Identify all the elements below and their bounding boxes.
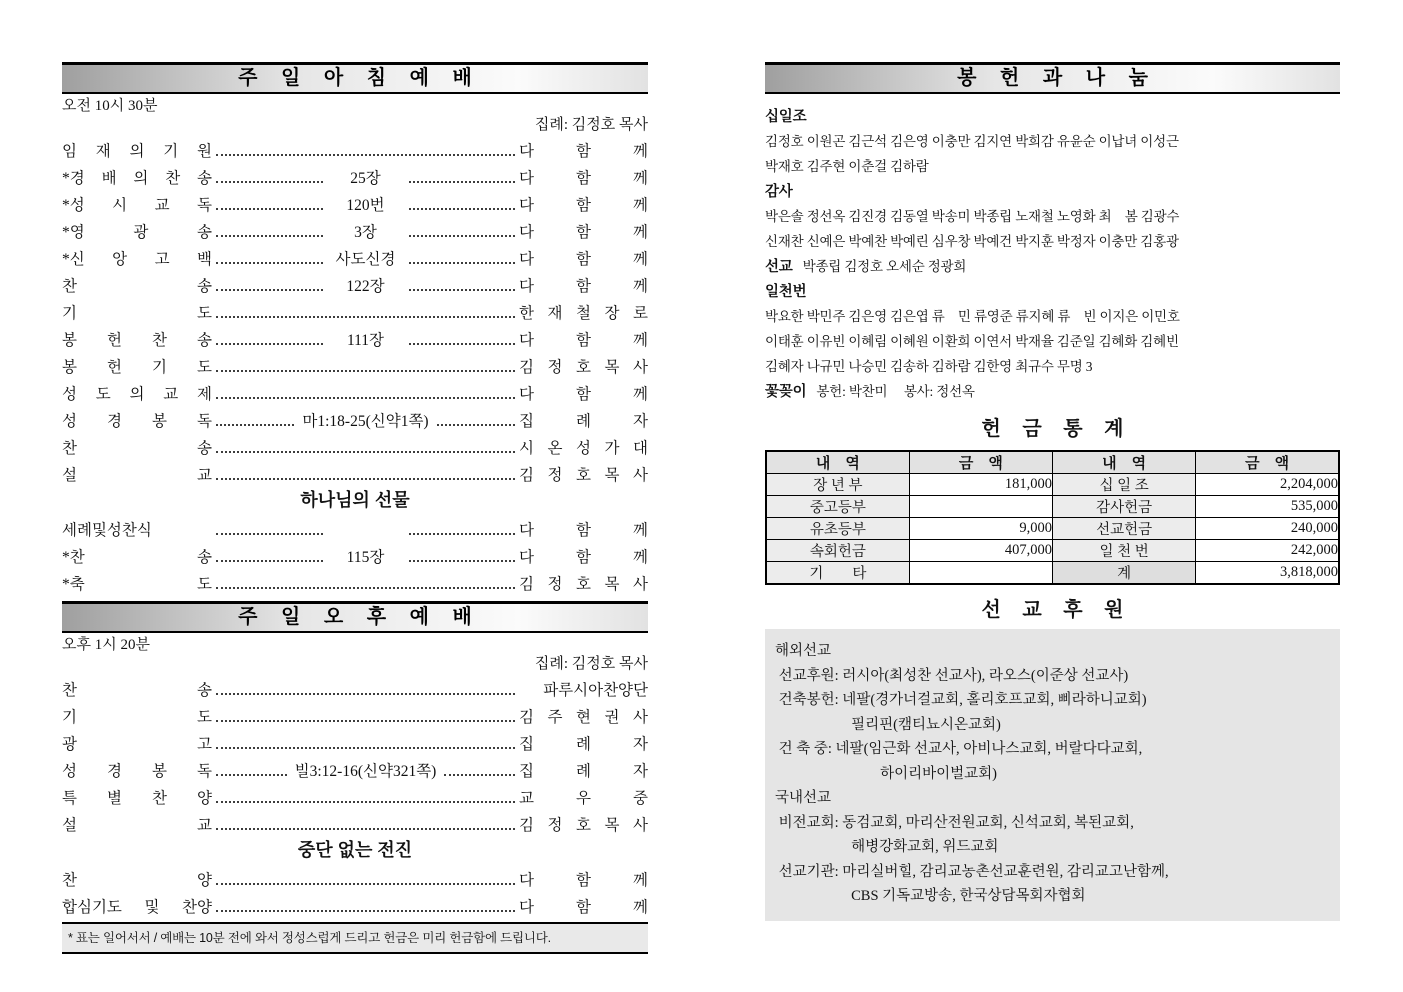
offering-names: 김혜자 나규민 나승민 김송하 김하람 김한영 최규수 무명 3 [765,359,1093,374]
service-item-detail: 122장 [346,278,385,295]
service-item-label: 합심기도 및 찬양 [62,899,212,916]
service-item-detail: 사도신경 [335,251,396,268]
dotted-leader [409,262,516,264]
stats-category: 선교헌금 [1053,518,1196,540]
service-row [62,243,648,270]
offering-names: 김정호 이원곤 김근석 김은영 이충만 김지연 박희감 유윤순 이납녀 이성근 [765,134,1179,149]
stats-category: 십 일 조 [1053,474,1196,496]
table-row [766,540,1339,562]
stats-category: 일 천 번 [1053,540,1196,562]
worship-footnote: * 표는 일어서서 / 예배는 10분 전에 와서 정성스럽게 드리고 헌금은 미리 헌금함에 드립니다. [62,922,648,954]
stats-amount: 240,000 [1196,518,1339,540]
service-row [62,135,648,162]
dotted-leader [216,560,323,562]
offering-names: 신재찬 신예은 박예찬 박예린 심우창 박예건 박지훈 박정자 이충만 김홍광 [765,234,1179,249]
stats-amount [909,562,1052,585]
service-item-label: 찬 송 [62,278,212,295]
service-item-value: 파루시아찬양단 [543,682,648,699]
service-row [62,351,648,378]
service-item-value: 다 함 께 [519,197,648,214]
service-item-value: 다 함 께 [519,143,648,160]
offering-stats-title: 헌 금 통 계 [981,418,1132,440]
dotted-leader [216,533,323,535]
service-row [62,162,648,189]
dotted-leader [216,343,323,345]
offering-line [765,379,1340,404]
table-row [766,518,1339,540]
offering-line [765,304,1340,329]
service-row [62,809,648,836]
service-item-detail: 빌3:12-16(신약321쪽) [294,763,437,780]
service-row [62,297,648,324]
stats-amount: 407,000 [909,540,1052,562]
dotted-leader [216,910,515,912]
dotted-leader [409,289,516,291]
dotted-leader [216,262,323,264]
stats-total-label: 계 [1053,562,1196,585]
stats-category: 속회헌금 [766,540,909,562]
right-column [765,62,1340,921]
stats-category: 기 타 [766,562,909,585]
service-row [62,782,648,809]
service-item-value: 김 정 호 목 사 [519,576,648,593]
dotted-leader [216,316,515,318]
service-item-value: 다 함 께 [519,251,648,268]
service-item-label: *경 배 의 찬 송 [62,170,212,187]
service-row [62,755,648,782]
afternoon-service-header: 주 일 오 후 예 배 [62,601,648,633]
service-item-label: 설 교 [62,817,212,834]
offering-line [765,229,1340,254]
service-item-label: 찬 송 [62,682,212,699]
stats-category: 중고등부 [766,496,909,518]
service-item-label: 봉 헌 기 도 [62,359,212,376]
offering-category-label: 꽃꽂이 [765,384,807,400]
service-item-label: 설 교 [62,467,212,484]
offering-category-label: 선교 [765,259,793,275]
stats-amount: 535,000 [1196,496,1339,518]
service-row [62,324,648,351]
service-item-label: 임 재 의 기 원 [62,143,212,160]
dotted-leader [216,181,323,183]
stats-category: 유초등부 [766,518,909,540]
table-row [766,496,1339,518]
service-item-value: 김 정 호 목 사 [519,359,648,376]
morning-presider: 집례: 김정호 목사 [534,117,648,133]
offering-names: 이태훈 이유빈 이혜림 이혜원 이환희 이연서 박재율 김준일 김혜화 김혜빈 [765,334,1179,349]
afternoon-presider: 집례: 김정호 목사 [534,656,648,672]
offering-names: 박재호 김주현 이춘걸 김하람 [765,159,929,174]
offering-category-label: 십일조 [765,109,807,125]
mission-line: 비전교회: 동검교회, 마리산전원교회, 신석교회, 복된교회, [775,814,1134,831]
offering-line [765,279,1340,304]
dotted-leader [216,774,287,776]
stats-total-amount: 3,818,000 [1196,562,1339,585]
mission-line: CBS 기독교방송, 한국상담목회자협회 [775,888,1086,904]
dotted-leader [216,693,515,695]
service-row [62,891,648,918]
service-item-label: 봉 헌 찬 송 [62,332,212,349]
dotted-leader [216,801,515,803]
service-item-value: 집 례 자 [519,413,648,430]
offering-line [765,204,1340,229]
service-item-detail: 3장 [354,224,377,241]
service-row [62,864,648,891]
dotted-leader [216,154,515,156]
service-row [62,270,648,297]
service-row [62,541,648,568]
dotted-leader [216,720,515,722]
service-item-detail: 25장 [350,170,381,187]
offering-category-label: 일천번 [765,284,807,300]
mission-support-title: 선 교 후 원 [981,599,1132,621]
service-row [62,189,648,216]
service-row [62,432,648,459]
mission-line: 필리핀(캠티뇨시온교회) [775,716,1001,733]
dotted-leader [409,560,516,562]
dotted-leader [444,774,515,776]
service-item-label: 세례및성찬식 [62,522,152,539]
dotted-leader [216,208,323,210]
service-item-label: 광 고 [62,736,212,753]
service-item-label: 특 별 찬 양 [62,790,212,807]
stats-amount: 2,204,000 [1196,474,1339,496]
mission-line: 하이리바이벌교회) [775,765,998,782]
offering-line [765,354,1340,379]
mission-line: 해병강화교회, 위드교회 [775,839,999,855]
mission-line: 선교후원: 러시아(최성찬 선교사), 라오스(이준상 선교사) [775,667,1129,684]
dotted-leader [216,587,515,589]
dotted-leader [216,747,515,749]
dotted-leader [216,451,515,453]
offering-names: 봉헌: 박찬미 봉사: 정선옥 [816,384,975,399]
dotted-leader [216,397,515,399]
service-item-value: 다 함 께 [519,522,648,539]
stats-amount [909,496,1052,518]
dotted-leader [409,181,516,183]
service-item-value: 집 례 자 [519,763,648,780]
service-item-value: 다 함 께 [519,332,648,349]
service-item-value: 한 재 철 장 로 [519,305,648,322]
mission-support-box [765,629,1340,921]
morning-sermon-title: 하나님의 선물 [300,490,410,510]
column-header: 내 역 [766,451,909,474]
mission-line: 해외선교 [775,643,832,659]
dotted-leader [409,343,516,345]
morning-service-header: 주 일 아 침 예 배 [62,62,648,94]
service-item-value: 교 우 중 [519,790,648,807]
service-row [62,701,648,728]
offering-line [765,254,1340,279]
dotted-leader [216,883,515,885]
dotted-leader [216,478,515,480]
service-item-label: *영 광 송 [62,224,212,241]
service-item-label: 찬 송 [62,440,212,457]
service-item-value: 다 함 께 [519,899,648,916]
stats-amount: 9,000 [909,518,1052,540]
service-row [62,514,648,541]
service-item-value: 집 례 자 [519,736,648,753]
offering-list [765,104,1340,404]
service-item-label: 기 도 [62,709,212,726]
service-item-value: 시 온 성 가 대 [519,440,648,457]
mission-line: 건축봉헌: 네팔(경가너걸교회, 홀리호프교회, 삐라하니교회) [775,692,1147,708]
service-item-detail: 120번 [346,197,385,214]
stats-amount: 242,000 [1196,540,1339,562]
column-header: 금 액 [1196,451,1339,474]
dotted-leader [216,235,323,237]
service-row [62,728,648,755]
offering-names: 박요한 박민주 김은영 김은엽 류 민 류영준 류지혜 류 빈 이지은 이민호 [765,309,1180,324]
mission-line: 건 축 중: 네팔(임근화 선교사, 아비나스교회, 버랄다다교회, [775,741,1143,757]
dotted-leader [437,424,515,426]
service-item-detail: 115장 [346,549,385,566]
service-item-label: 성 경 봉 독 [62,763,212,780]
service-row [62,459,648,486]
service-item-value: 김 정 호 목 사 [519,817,648,834]
service-item-value: 다 함 께 [519,278,648,295]
service-item-label: *축 도 [62,576,212,593]
service-item-label: *성 시 교 독 [62,197,212,214]
afternoon-sermon-title: 중단 없는 전진 [297,840,413,860]
dotted-leader [216,289,323,291]
stats-category: 장 년 부 [766,474,909,496]
left-column [62,62,648,954]
offering-names: 박종립 김정호 오세순 정광희 [802,259,967,274]
stats-amount: 181,000 [909,474,1052,496]
dotted-leader [409,208,516,210]
service-row [62,216,648,243]
service-row [62,674,648,701]
dotted-leader [409,533,516,535]
service-item-value: 다 함 께 [519,224,648,241]
afternoon-service-time: 오후 1시 20분 [62,637,150,653]
service-item-label: *찬 송 [62,549,212,566]
service-item-value: 다 함 께 [519,872,648,889]
service-row [62,568,648,595]
table-row [766,474,1339,496]
service-item-value: 김 주 현 권 사 [519,709,648,726]
morning-service-time: 오전 10시 30분 [62,98,158,114]
service-item-detail: 111장 [346,332,385,349]
offering-category-label: 감사 [765,184,793,200]
offering-names: 박은솔 정선옥 김진경 김동열 박송미 박종립 노재철 노영화 최 봄 김광수 [765,209,1180,224]
offering-line [765,154,1340,179]
service-item-value: 다 함 께 [519,170,648,187]
service-item-value: 다 함 께 [519,549,648,566]
service-item-value: 다 함 께 [519,386,648,403]
mission-line: 선교기관: 마리실버힐, 감리교농촌선교훈련원, 감리교고난함께, [775,863,1169,880]
dotted-leader [409,235,516,237]
offering-section-header: 봉 헌 과 나 눔 [765,62,1340,94]
stats-category: 감사헌금 [1053,496,1196,518]
offering-line [765,129,1340,154]
dotted-leader [216,424,294,426]
dotted-leader [216,828,515,830]
column-header: 내 역 [1053,451,1196,474]
service-item-label: 찬 양 [62,872,212,889]
offering-line [765,104,1340,129]
service-item-value: 김 정 호 목 사 [519,467,648,484]
service-row [62,405,648,432]
mission-line: 국내선교 [775,790,832,806]
table-row [766,562,1339,585]
column-header: 금 액 [909,451,1052,474]
service-item-label: 기 도 [62,305,212,322]
offering-line [765,329,1340,354]
offering-stats-table [765,450,1340,585]
table-header-row [766,451,1339,474]
offering-line [765,179,1340,204]
service-item-label: 성 도 의 교 제 [62,386,212,403]
service-item-detail: 마1:18-25(신약1쪽) [302,413,429,430]
dotted-leader [216,370,515,372]
service-row [62,378,648,405]
service-item-label: *신 앙 고 백 [62,251,212,268]
service-item-label: 성 경 봉 독 [62,413,212,430]
